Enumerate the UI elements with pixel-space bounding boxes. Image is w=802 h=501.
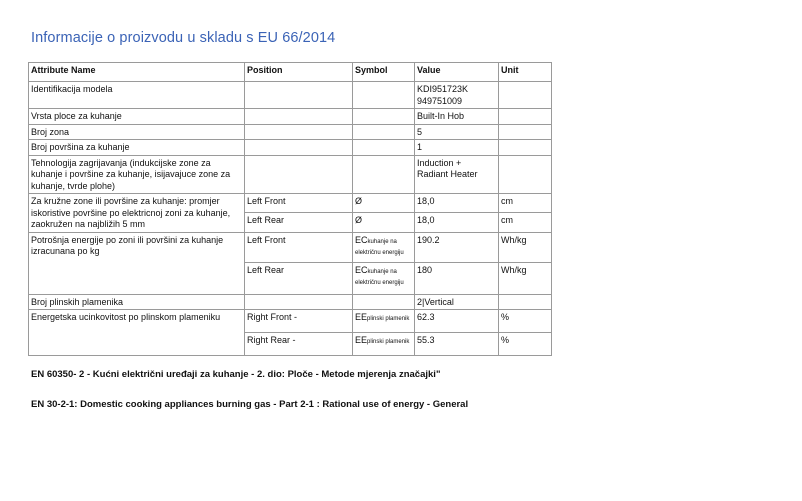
- position-cell: [245, 82, 353, 109]
- symbol-cell: [353, 155, 415, 194]
- value-cell: 62.3: [415, 310, 499, 333]
- unit-cell: [499, 155, 552, 194]
- value-cell: 18,0: [415, 212, 499, 232]
- symbol-main: EE: [355, 312, 368, 322]
- page-title: Informacije o proizvodu u skladu s EU 66/2014: [31, 30, 336, 46]
- position-cell: [245, 294, 353, 310]
- unit-cell: [499, 140, 552, 156]
- value-cell: 55.3: [415, 333, 499, 356]
- position-cell: Right Front -: [245, 310, 353, 333]
- unit-cell: %: [499, 310, 552, 333]
- footnote-en-30-2-1: EN 30-2-1: Domestic cooking appliances burning gas - Part 2-1 : Rational use of energy - General: [31, 399, 469, 410]
- attr-name: Broj plinskih plamenika: [29, 294, 245, 310]
- value-cell: 2|Vertical: [415, 294, 499, 310]
- unit-cell: [499, 82, 552, 109]
- header-unit: Unit: [499, 63, 552, 82]
- header-value: Value: [415, 63, 499, 82]
- unit-cell: Wh/kg: [499, 262, 552, 294]
- symbol-subscript: plinski plamenik: [367, 339, 410, 345]
- attr-name: Za kružne zone ili površine za kuhanje: promjer iskoristive površine po elektricnoj zoni za kuhanje, zaokružen na najbližih 5 mm: [29, 194, 245, 233]
- table-header-row: [29, 63, 552, 82]
- unit-cell: cm: [499, 212, 552, 232]
- value-cell: [415, 155, 499, 194]
- symbol-cell: [353, 140, 415, 156]
- symbol-main: EC: [355, 234, 368, 245]
- position-cell: Left Rear: [245, 262, 353, 294]
- unit-cell: Wh/kg: [499, 232, 552, 262]
- symbol-main: EE: [355, 335, 368, 345]
- attr-name: Tehnologija zagrijavanja (indukcijske zone za kuhanje i površine za kuhanje, isijavajuce zone za kuhanje, tvrde plohe): [29, 155, 245, 194]
- value-cell: 1: [415, 140, 499, 156]
- footnote-en-60350: EN 60350- 2 - Kućni električni uređaji za kuhanje - 2. dio: Ploče - Metode mjerenja značajki": [31, 369, 441, 380]
- table-row: [29, 124, 552, 140]
- symbol-cell: [353, 333, 415, 356]
- value-cell: 5: [415, 124, 499, 140]
- position-cell: [245, 109, 353, 125]
- unit-cell: cm: [499, 194, 552, 213]
- symbol-cell: [353, 82, 415, 109]
- value-cell: 18,0: [415, 194, 499, 213]
- table-row: [29, 82, 552, 109]
- table-row: [29, 232, 552, 262]
- value-cell: 180: [415, 262, 499, 294]
- technology-value-2: Radiant Heater: [417, 169, 478, 179]
- position-cell: Left Front: [245, 194, 353, 213]
- table-row: [29, 109, 552, 125]
- model-code: KDI951723K: [417, 84, 469, 94]
- table-row: [29, 194, 552, 213]
- value-cell: [415, 82, 499, 109]
- attr-name: Vrsta ploce za kuhanje: [29, 109, 245, 125]
- unit-cell: [499, 294, 552, 310]
- unit-cell: [499, 124, 552, 140]
- position-cell: Left Front: [245, 232, 353, 262]
- table-row: [29, 294, 552, 310]
- table-row: [29, 140, 552, 156]
- symbol-subscript: kuhanje na električnu energiju: [355, 268, 404, 286]
- symbol-cell: [353, 124, 415, 140]
- position-cell: [245, 124, 353, 140]
- table-row: [29, 155, 552, 194]
- model-number: 949751009: [417, 95, 463, 106]
- symbol-cell: [353, 294, 415, 310]
- value-cell: Built-In Hob: [415, 109, 499, 125]
- symbol-cell: [353, 262, 415, 294]
- symbol-subscript: kuhanje na električnu energiju: [355, 238, 404, 256]
- symbol-cell: [353, 310, 415, 333]
- symbol-cell: [353, 109, 415, 125]
- header-attribute: Attribute Name: [29, 63, 245, 82]
- header-position: Position: [245, 63, 353, 82]
- attr-name: Broj površina za kuhanje: [29, 140, 245, 156]
- symbol-subscript: plinski plamenik: [367, 316, 410, 322]
- attr-name: Identifikacija modela: [29, 82, 245, 109]
- unit-cell: [499, 109, 552, 125]
- position-cell: Left Rear: [245, 212, 353, 232]
- symbol-cell: [353, 232, 415, 262]
- product-info-table: [28, 62, 552, 356]
- position-cell: [245, 140, 353, 156]
- attr-name: Broj zona: [29, 124, 245, 140]
- table-row: [29, 310, 552, 333]
- attr-name: Potrošnja energije po zoni ili površini za kuhanje izracunana po kg: [29, 232, 245, 294]
- header-symbol: Symbol: [353, 63, 415, 82]
- symbol-cell: Ø: [353, 212, 415, 232]
- position-cell: Right Rear -: [245, 333, 353, 356]
- position-cell: [245, 155, 353, 194]
- symbol-main: EC: [355, 264, 368, 275]
- technology-value-1: Induction +: [417, 157, 462, 168]
- attr-name: Energetska ucinkovitost po plinskom plameniku: [29, 310, 245, 356]
- unit-cell: %: [499, 333, 552, 356]
- value-cell: 190.2: [415, 232, 499, 262]
- symbol-cell: Ø: [353, 194, 415, 213]
